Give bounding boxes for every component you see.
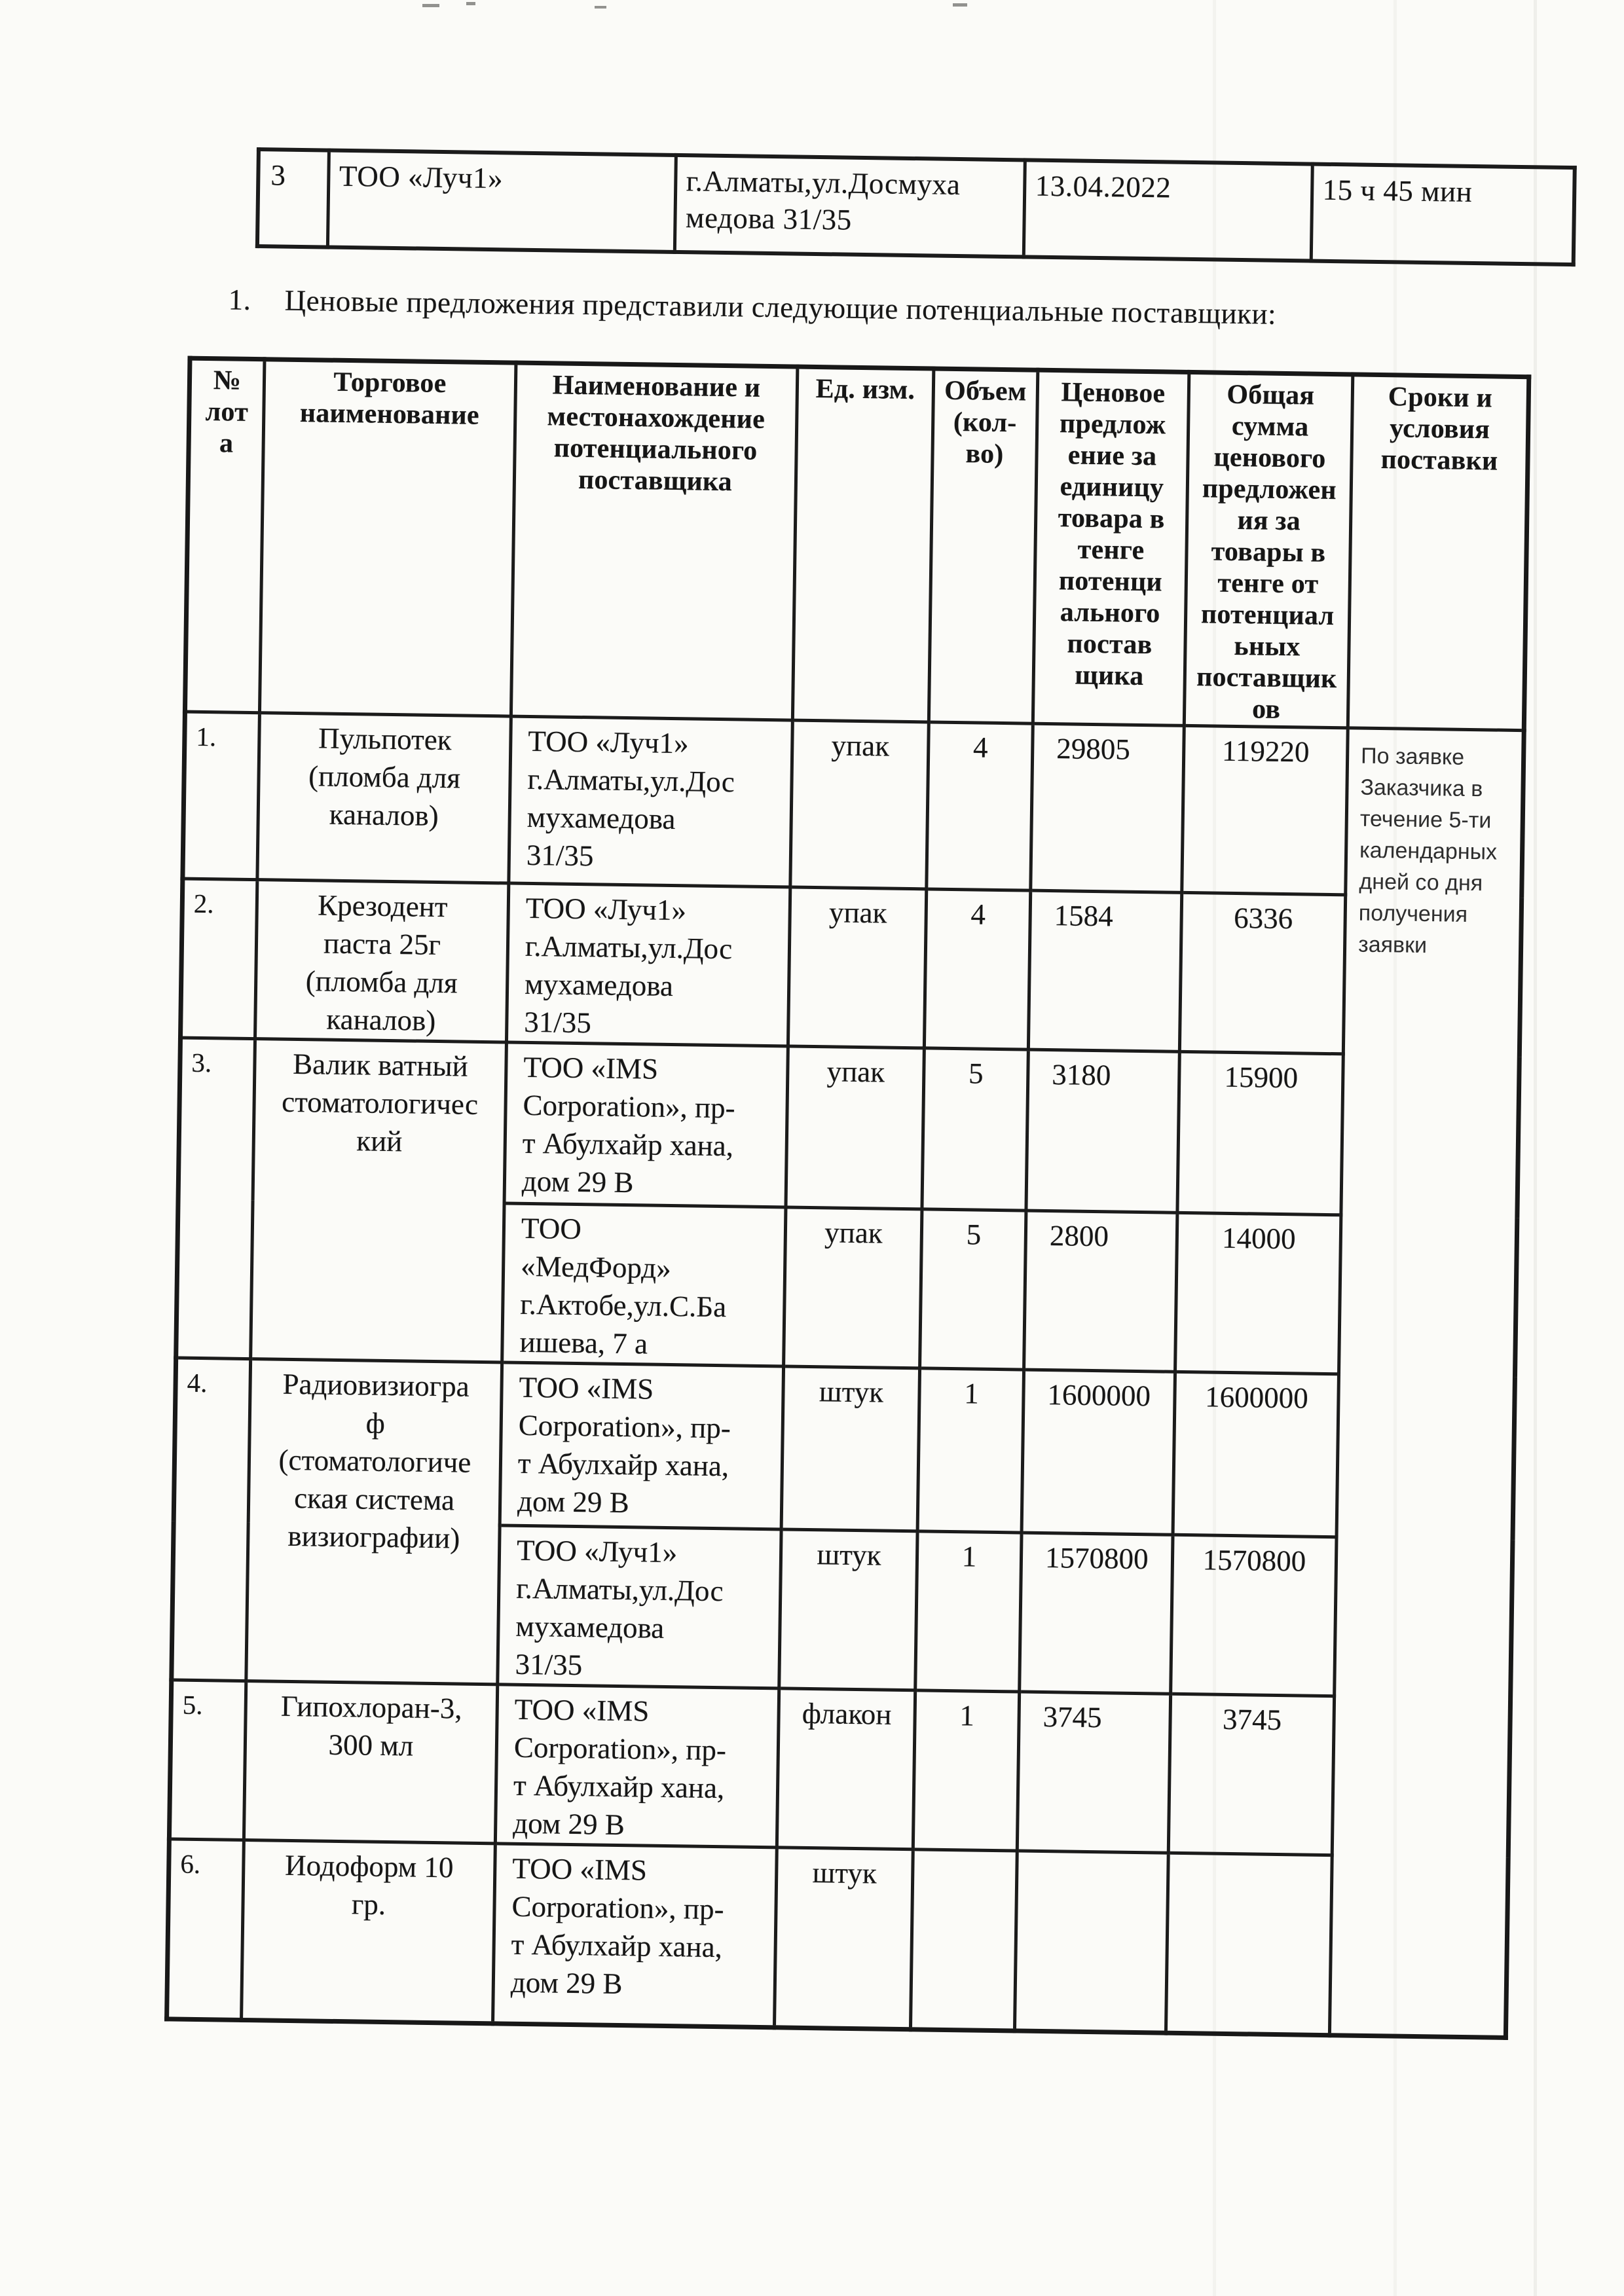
supplier: ТОО «Луч1» г.Алматы,ул.Дос мухамедова 31/35 — [509, 716, 793, 887]
lot-number: 2. — [180, 879, 257, 1039]
trade-name: Пульпотек (пломба для каналов) — [257, 713, 511, 883]
price-offers-table — [164, 356, 1531, 2040]
trade-name: Радиовизиогра ф (стоматологиче ская система визиографии) — [246, 1359, 502, 1685]
table-row-lot-3-offer-1 — [178, 1038, 1519, 1218]
unit: флакон — [777, 1688, 915, 1850]
lot-number: 1. — [183, 712, 260, 880]
unit-price: 1600000 — [1022, 1370, 1175, 1535]
section-heading — [228, 281, 1473, 335]
table-row-lot-4-offer-1 — [174, 1358, 1515, 1540]
quantity — [910, 1850, 1017, 2031]
heading-text: Ценовые предложения представили следующие потенциальные поставщики: — [284, 283, 1277, 331]
quantity: 5 — [920, 1209, 1026, 1370]
supplier-name-cell: ТОО «Луч1» — [327, 151, 676, 252]
date-cell: 13.04.2022 — [1024, 160, 1312, 261]
unit-price — [1014, 1851, 1168, 2033]
table-row — [257, 149, 1575, 264]
supplier: ТОО «МедФорд» г.Актобе,ул.С.Ба ишева, 7 а — [502, 1203, 786, 1366]
table-row-lot-5 — [169, 1680, 1510, 1858]
supplier: ТОО «IMS Corporation», пр- т Абулхайр хана, дом 29 В — [500, 1362, 783, 1529]
unit: штук — [781, 1366, 919, 1531]
col-header-lot: № лот а — [185, 358, 265, 713]
unit-price: 1570800 — [1020, 1533, 1173, 1694]
total-sum: 14000 — [1175, 1212, 1341, 1374]
col-header-terms: Сроки и условия поставки — [1348, 374, 1529, 731]
total-sum: 6336 — [1179, 892, 1345, 1053]
trade-name: Иодоформ 10 гр. — [242, 1840, 496, 2024]
col-header-total-sum: Общая сумма ценового предложен ия за товары в тенге от потенциал ьных поставщик ов — [1184, 372, 1353, 727]
col-header-unit: Ед. изм. — [792, 367, 934, 722]
supplier: ТОО «IMS Corporation», пр- т Абулхайр хана, дом 29 В — [495, 1685, 779, 1848]
col-header-trade-name: Торговое наименование — [259, 359, 516, 716]
quantity: 1 — [917, 1368, 1024, 1533]
quantity: 1 — [915, 1531, 1022, 1692]
table-row-lot-1 — [183, 712, 1524, 898]
unit-price: 1584 — [1028, 890, 1181, 1051]
time-cell: 15 ч 45 мин — [1311, 164, 1575, 265]
header-row — [185, 358, 1528, 731]
supplier: ТОО «IMS Corporation», пр- т Абулхайр хана, дом 29 В — [504, 1042, 788, 1207]
col-header-unit-price: Ценовое предлож ение за единицу товара в тенге потенци ального постав щика — [1033, 370, 1189, 725]
table-row-lot-2 — [180, 879, 1521, 1057]
total-sum: 15900 — [1177, 1051, 1343, 1214]
unit-price: 3745 — [1017, 1692, 1170, 1853]
total-sum: 1600000 — [1173, 1372, 1338, 1537]
col-header-supplier: Наименование и местонахождение потенциального поставщика — [511, 363, 797, 720]
scan-speck — [953, 3, 967, 7]
quantity: 1 — [913, 1690, 1019, 1851]
row-number-cell: 3 — [257, 149, 329, 247]
unit: упак — [786, 1046, 924, 1209]
supplier: ТОО «Луч1» г.Алматы,ул.Дос мухамедова 31/35 — [498, 1525, 781, 1688]
heading-number: 1. — [228, 283, 251, 316]
lot-number: 4. — [172, 1358, 251, 1681]
supplier: ТОО «Луч1» г.Алматы,ул.Дос мухамедова 31/35 — [506, 883, 790, 1046]
unit-price: 3180 — [1026, 1049, 1179, 1212]
lot-number: 3. — [176, 1038, 255, 1359]
quantity: 4 — [924, 889, 1030, 1049]
lot-number: 5. — [169, 1680, 246, 1840]
supplier: ТОО «IMS Corporation», пр- т Абулхайр хана, дом 29 В — [493, 1844, 777, 2028]
lot-number: 6. — [167, 1839, 244, 2020]
unit: упак — [784, 1207, 922, 1368]
unit-price: 29805 — [1031, 723, 1185, 892]
total-sum: 3745 — [1168, 1694, 1334, 1855]
continuation-table — [255, 147, 1577, 266]
col-header-volume: Объем (кол- во) — [929, 369, 1038, 723]
unit: упак — [790, 720, 929, 889]
trade-name: Гипохлоран-3, 300 мл — [244, 1681, 497, 1844]
supplier-address-cell: г.Алматы,ул.Досмуха медова 31/35 — [674, 155, 1025, 257]
unit: штук — [779, 1529, 917, 1690]
quantity: 5 — [922, 1048, 1028, 1211]
total-sum: 119220 — [1182, 725, 1348, 894]
total-sum — [1166, 1853, 1332, 2035]
total-sum: 1570800 — [1171, 1535, 1337, 1696]
quantity: 4 — [927, 722, 1033, 890]
trade-name: Крезодент паста 25г (пломба для каналов) — [255, 880, 508, 1042]
table-row-lot-6 — [167, 1839, 1509, 2038]
unit: штук — [774, 1848, 913, 2030]
unit: упак — [788, 887, 926, 1048]
trade-name: Валик ватный стоматологичес кий — [251, 1039, 507, 1362]
unit-price: 2800 — [1024, 1211, 1177, 1372]
delivery-terms: По заявке Заказчика в течение 5-ти календарных дней со дня получения заявки — [1329, 728, 1524, 2038]
